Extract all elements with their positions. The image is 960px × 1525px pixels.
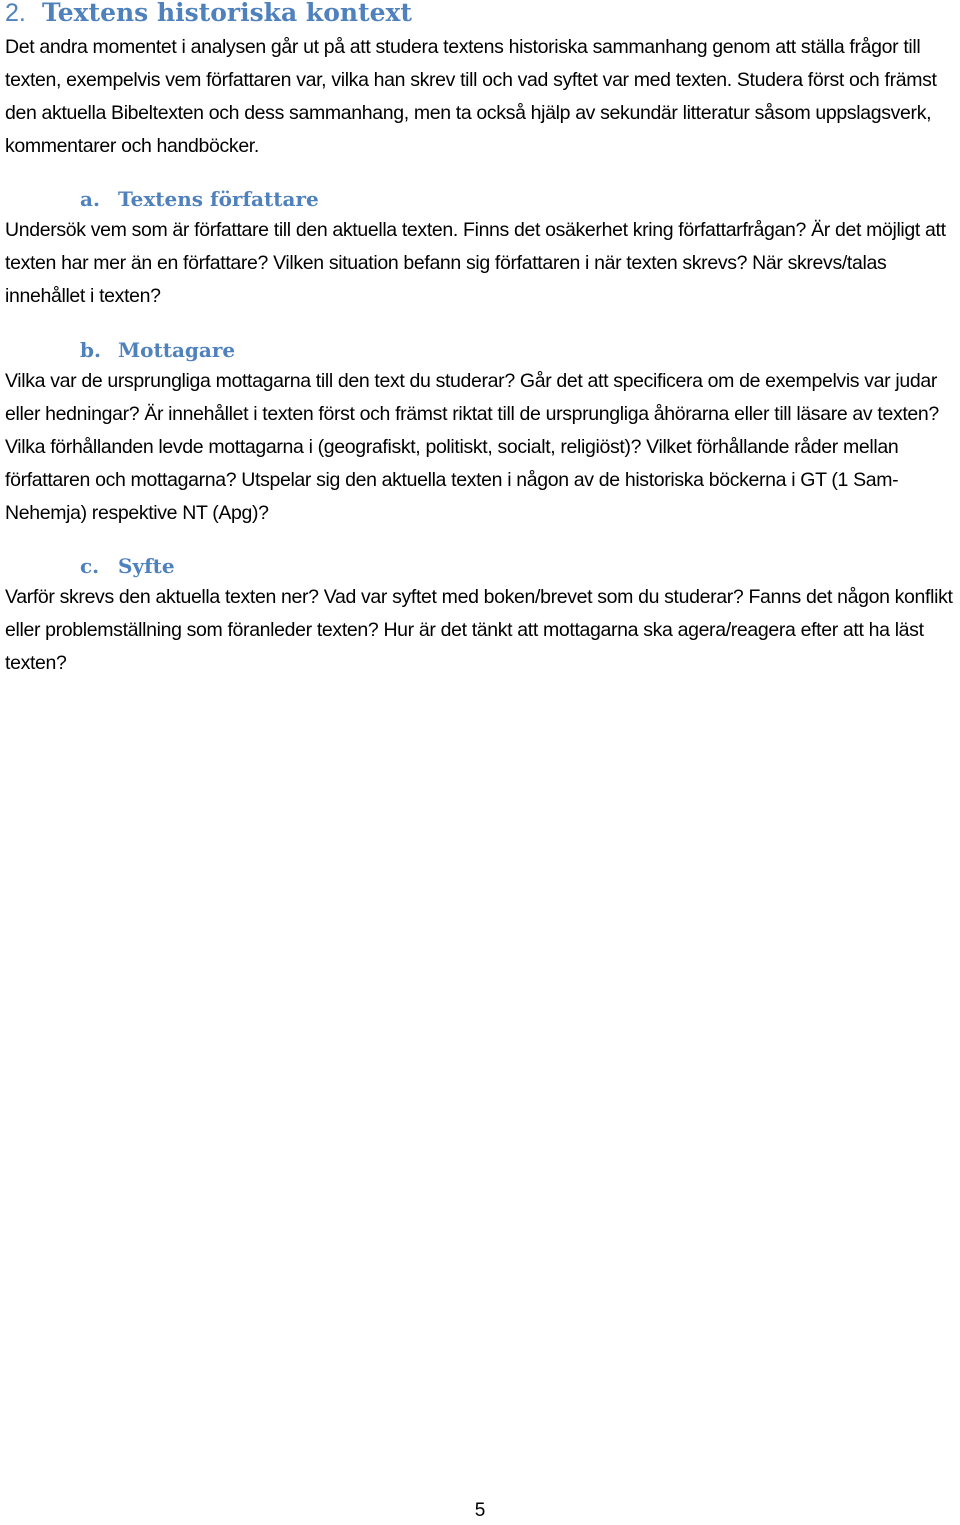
- section-title: Textens historiska kontext: [42, 0, 412, 27]
- subsection-title: Textens författare: [118, 187, 319, 211]
- subsection-title: Mottagare: [118, 338, 236, 362]
- section-number: 2.: [5, 0, 26, 27]
- subsection-body-author: Undersök vem som är författare till den aktuella texten. Finns det osäkerhet kring författarfrågan? Är det möjligt att texten har mer än en författare? Vilken situation befann sig författaren i när texten skrevs? När skrevs/talas innehållet i texten?: [5, 219, 946, 307]
- page-number: 5: [474, 1500, 486, 1521]
- subsection-body-purpose: Varför skrevs den aktuella texten ner? Vad var syftet med boken/brevet som du studerar? Fanns det någon konflikt eller problemställning som föranleder texten? Hur är det tänkt att mottagarna ska agera/reagera efter att ha läst texten?: [5, 586, 953, 674]
- subsection-title: Syfte: [118, 554, 175, 578]
- subsection-heading-author: [80, 184, 319, 214]
- subsection-letter: b.: [80, 338, 101, 362]
- section-heading: [5, 0, 412, 31]
- subsection-heading-purpose: [80, 551, 175, 581]
- subsection-letter: c.: [80, 554, 100, 578]
- subsection-letter: a.: [80, 187, 100, 211]
- subsection-body-recipients: Vilka var de ursprungliga mottagarna till den text du studerar? Går det att specificera om de exempelvis var judar eller hedningar? Är innehållet i texten först och främst riktat till de ursprungliga åhörarna eller till läsare av texten? Vilka förhållanden levde mottagarna i (geografiskt, politiskt, socialt, religiöst)? Vilket förhållande råder mellan författaren och mottagarna? Utspelar sig den aktuella texten i någon av de historiska böckerna i GT (1 Sam-Nehemja) respektive NT (Apg)?: [5, 370, 939, 524]
- subsection-heading-recipients: [80, 335, 235, 365]
- section-intro-paragraph: Det andra momentet i analysen går ut på att studera textens historiska sammanhang genom att ställa frågor till texten, exempelvis vem författaren var, vilka han skrev till och vad syftet var med texten. Studera först och främst den aktuella Bibeltexten och dess sammanhang, men ta också hjälp av sekundär litteratur såsom uppslagsverk, kommentarer och handböcker.: [5, 36, 937, 157]
